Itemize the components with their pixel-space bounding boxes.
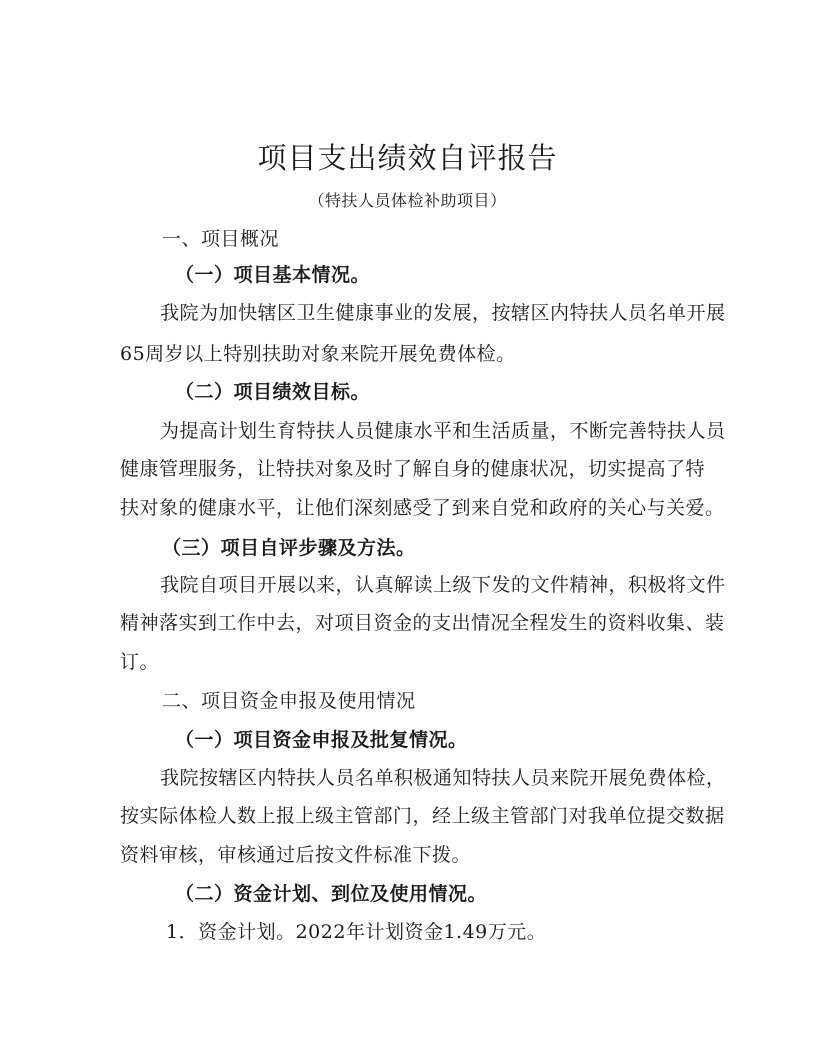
subsection-heading-performance-goals: （二）项目绩效目标。	[175, 381, 371, 403]
paragraph-line: 订。	[120, 651, 160, 673]
subsection-heading-fund-application: （一）项目资金申报及批复情况。	[175, 729, 468, 751]
page-subtitle: （特扶人员体检补助项目）	[308, 191, 507, 210]
paragraph-line: 为提高计划生育特扶人员健康水平和生活质量，不断完善特扶人员	[160, 420, 726, 442]
subsection-heading-fund-plan: （二）资金计划、到位及使用情况。	[175, 883, 488, 905]
paragraph-line: 我院自项目开展以来，认真解读上级下发的文件精神，积极将文件	[160, 574, 726, 596]
section-heading-funds: 二、项目资金申报及使用情况	[162, 690, 416, 712]
paragraph-line: 65周岁以上特别扶助对象来院开展免费体检。	[120, 343, 516, 365]
paragraph-line: 精神落实到工作中去，对项目资金的支出情况全程发生的资料收集、装	[120, 612, 725, 634]
page-title: 项目支出绩效自评报告	[257, 141, 558, 175]
list-item-fund-plan: 1．资金计划。2022年计划资金1.49万元。	[166, 921, 547, 943]
paragraph-line: 我院按辖区内特扶人员名单积极通知特扶人员来院开展免费体检，	[160, 767, 726, 789]
paragraph-line: 按实际体检人数上报上级主管部门，经上级主管部门对我单位提交数据	[120, 805, 725, 827]
paragraph-line: 我院为加快辖区卫生健康事业的发展，按辖区内特扶人员名单开展	[160, 302, 726, 324]
subsection-heading-self-evaluation: （三）项目自评步骤及方法。	[162, 537, 416, 559]
subsection-heading-basic-info: （一）项目基本情况。	[175, 264, 371, 286]
paragraph-line: 扶对象的健康水平，让他们深刻感受了到来自党和政府的关心与关爱。	[120, 497, 725, 519]
paragraph-line: 健康管理服务，让特扶对象及时了解自身的健康状况，切实提高了特	[120, 458, 706, 480]
paragraph-line: 资料审核，审核通过后按文件标准下拨。	[120, 844, 472, 866]
section-heading-overview: 一、项目概况	[162, 228, 280, 250]
